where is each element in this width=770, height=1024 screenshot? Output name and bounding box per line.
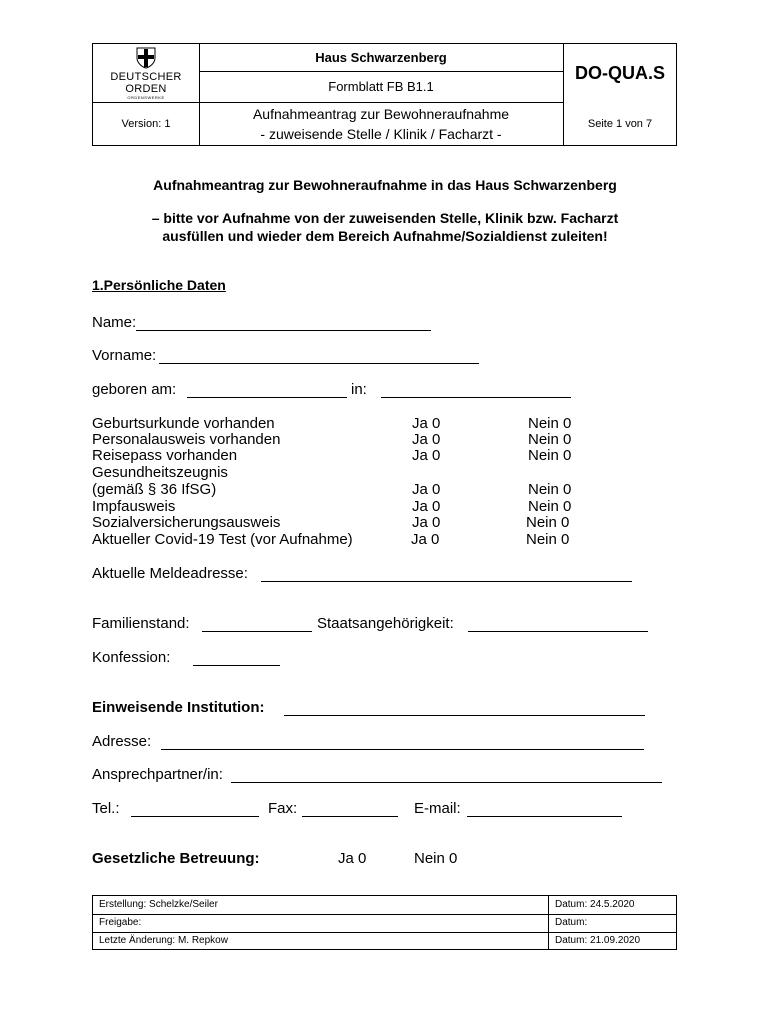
- ja-option[interactable]: Ja 0: [412, 498, 441, 515]
- tel-field[interactable]: [131, 816, 259, 817]
- subject-line-2: - zuweisende Stelle / Klinik / Facharzt -: [260, 126, 502, 142]
- adresse-field[interactable]: [161, 749, 644, 750]
- nein-option[interactable]: Nein 0: [528, 498, 572, 515]
- ansprechpartner-label: Ansprechpartner/in:: [92, 766, 223, 783]
- logo-line-2: ORDEN: [125, 82, 167, 95]
- adresse-label: Adresse:: [92, 733, 152, 750]
- ja-option[interactable]: Ja 0: [412, 415, 441, 432]
- meldeadresse-label: Aktuelle Meldeadresse:: [92, 565, 248, 582]
- nein-option[interactable]: Nein 0: [526, 514, 570, 531]
- document-label: Sozialversicherungsausweis: [92, 514, 281, 531]
- instruction-line-2: ausfüllen und wieder dem Bereich Aufnahme/Sozialdienst zuleiten!: [162, 228, 608, 244]
- form-subject: [199, 102, 563, 146]
- document-label: Geburtsurkunde vorhanden: [92, 415, 275, 432]
- betreuung-nein-option[interactable]: Nein 0: [414, 850, 458, 867]
- aenderung-cell: Letzte Änderung: M. Repkow: [99, 935, 228, 946]
- document-label: Reisepass vorhanden: [92, 447, 238, 464]
- logo-line-1: DEUTSCHER: [110, 70, 182, 83]
- email-field[interactable]: [467, 816, 622, 817]
- nein-option[interactable]: Nein 0: [526, 531, 570, 548]
- vorname-field[interactable]: [159, 363, 479, 364]
- logo-subline: ORDENSWERKE: [127, 94, 165, 100]
- staatsangehoerigkeit-label: Staatsangehörigkeit:: [317, 615, 454, 632]
- document-label: Personalausweis vorhanden: [92, 431, 281, 448]
- nein-option[interactable]: Nein 0: [528, 447, 572, 464]
- subject-line-1: Aufnahmeantrag zur Bewohneraufnahme: [252, 106, 510, 122]
- cross-shield-icon: [136, 47, 156, 69]
- version: Version: 1: [121, 118, 171, 130]
- document-code: DO-QUA.S: [575, 62, 665, 83]
- einweisende-field[interactable]: [284, 715, 645, 716]
- tel-label: Tel.:: [92, 800, 120, 817]
- form-number: Formblatt FB B1.1: [328, 79, 434, 94]
- konfession-label: Konfession:: [92, 649, 171, 666]
- email-label: E-mail:: [414, 800, 461, 817]
- table-row: [93, 932, 676, 950]
- ja-option[interactable]: Ja 0: [412, 431, 441, 448]
- document-header: [92, 43, 677, 146]
- document-label: Impfausweis: [92, 498, 176, 515]
- name-field[interactable]: [136, 330, 431, 331]
- erstellung-cell: Erstellung: Schelzke/Seiler: [99, 899, 218, 910]
- betreuung-label: Gesetzliche Betreuung:: [92, 850, 260, 867]
- fax-label: Fax:: [268, 800, 298, 817]
- name-label: Name:: [92, 314, 137, 331]
- document-label: (gemäß § 36 IfSG): [92, 481, 217, 498]
- document-label: Aktueller Covid-19 Test (vor Aufnahme): [92, 531, 353, 548]
- logo: [93, 44, 199, 102]
- nein-option[interactable]: Nein 0: [528, 431, 572, 448]
- freigabe-cell: Freigabe:: [99, 917, 142, 928]
- familienstand-label: Familienstand:: [92, 615, 190, 632]
- meldeadresse-field[interactable]: [261, 581, 632, 582]
- einweisende-label: Einweisende Institution:: [92, 699, 265, 716]
- familienstand-field[interactable]: [202, 631, 312, 632]
- geboren-label: geboren am:: [92, 381, 177, 398]
- datum-erstellung-cell: Datum: 24.5.2020: [555, 899, 635, 910]
- ja-option[interactable]: Ja 0: [412, 514, 441, 531]
- table-row: [93, 914, 676, 932]
- geburtsort-field[interactable]: [381, 397, 571, 398]
- datum-aenderung-cell: Datum: 21.09.2020: [555, 935, 641, 946]
- geboren-field[interactable]: [187, 397, 347, 398]
- nein-option[interactable]: Nein 0: [528, 481, 572, 498]
- instruction-line-1: – bitte vor Aufnahme von der zuweisenden Stelle, Klinik bzw. Facharzt: [151, 210, 619, 226]
- page-indicator: Seite 1 von 7: [587, 118, 653, 130]
- table-row: [93, 896, 676, 914]
- ja-option[interactable]: Ja 0: [411, 531, 440, 548]
- section-heading: 1.Persönliche Daten: [92, 277, 226, 293]
- nein-option[interactable]: Nein 0: [528, 415, 572, 432]
- ja-option[interactable]: Ja 0: [412, 447, 441, 464]
- footer-table: [92, 895, 677, 950]
- datum-freigabe-cell: Datum:: [555, 917, 588, 928]
- document-label: Gesundheitszeugnis: [92, 464, 228, 481]
- staatsangehoerigkeit-field[interactable]: [468, 631, 648, 632]
- geburtsort-label: in:: [351, 381, 367, 398]
- betreuung-ja-option[interactable]: Ja 0: [338, 850, 367, 867]
- house-name: Haus Schwarzenberg: [315, 50, 447, 65]
- ansprechpartner-field[interactable]: [231, 782, 662, 783]
- page-title: Aufnahmeantrag zur Bewohneraufnahme in das Haus Schwarzenberg: [153, 177, 617, 193]
- ja-option[interactable]: Ja 0: [412, 481, 441, 498]
- fax-field[interactable]: [302, 816, 398, 817]
- konfession-field[interactable]: [193, 665, 280, 666]
- vorname-label: Vorname:: [92, 347, 157, 364]
